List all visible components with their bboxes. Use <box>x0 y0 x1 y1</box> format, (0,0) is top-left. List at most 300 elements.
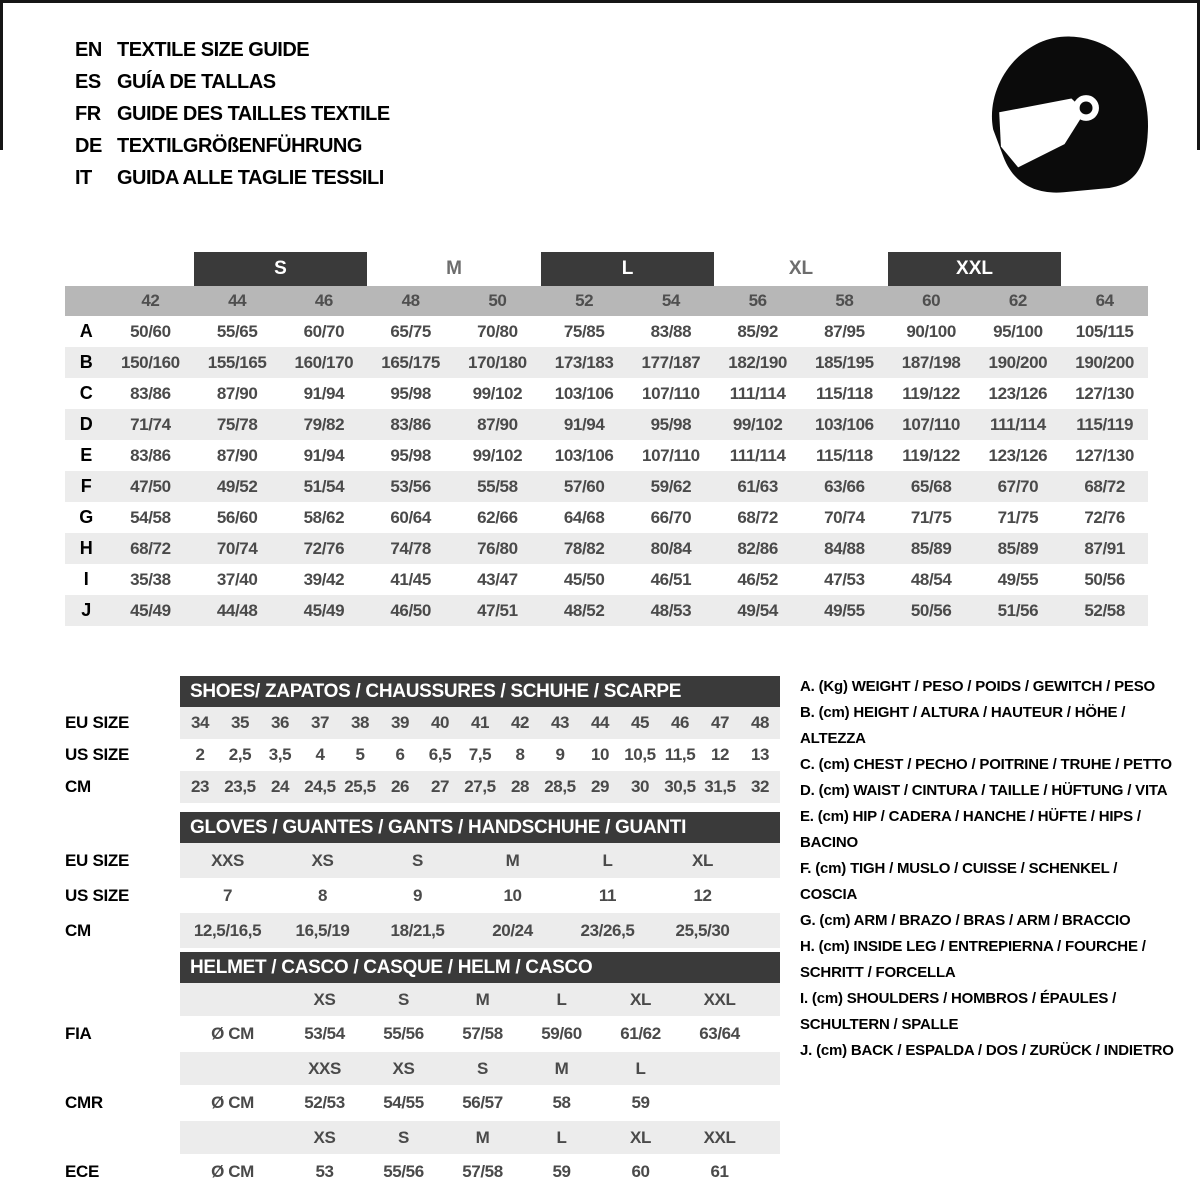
table-cell: 49/52 <box>216 476 258 496</box>
table-cell: 60 <box>631 1162 650 1181</box>
table-cell: 74/78 <box>390 538 431 558</box>
table-cell: 82/86 <box>737 538 778 558</box>
table-cell: 44 <box>590 713 610 732</box>
table-cell: 111/114 <box>729 445 786 465</box>
helmet-size-row <box>180 983 780 1016</box>
table-cell: 177/187 <box>641 352 701 372</box>
table-cell: 54/55 <box>383 1093 424 1112</box>
table-cell: 59/62 <box>650 476 692 496</box>
table-cell: 37 <box>310 713 330 732</box>
language-code: FR <box>75 102 101 125</box>
table-cell: 103/106 <box>815 414 874 434</box>
size-header: XXS <box>308 1058 341 1078</box>
table-cell: XL <box>692 850 713 870</box>
table-cell: 10 <box>503 885 522 905</box>
legend-item: I. (cm) SHOULDERS / HOMBROS / ÉPAULES / SCHULTERN / SPALLE <box>800 990 1117 1033</box>
table-cell: 50/56 <box>1084 569 1125 589</box>
table-cell: 36 <box>270 713 290 732</box>
table-cell: 49/55 <box>997 569 1039 589</box>
table-cell: 27,5 <box>464 777 496 796</box>
table-cell: 41/45 <box>390 569 431 589</box>
table-cell: 25,5 <box>344 777 376 796</box>
table-cell: 111/114 <box>989 414 1046 434</box>
table-cell: 8 <box>317 885 328 905</box>
table-cell: 41 <box>470 713 490 732</box>
table-cell: 150/160 <box>121 352 180 372</box>
table-cell: 31,5 <box>704 777 736 796</box>
table-cell: 35 <box>230 713 250 732</box>
table-cell: 6,5 <box>428 745 452 764</box>
table-cell: 103/106 <box>554 445 614 465</box>
table-row <box>65 471 1148 502</box>
table-cell: 80/84 <box>650 538 692 558</box>
column-header: 56 <box>748 291 767 310</box>
table-cell: 12 <box>693 885 712 905</box>
table-cell: 99/102 <box>472 383 523 403</box>
table-cell: 123/126 <box>988 445 1048 465</box>
size-group-xxl: XXL <box>888 252 1062 286</box>
table-cell: 47 <box>710 713 730 732</box>
table-cell: 56/57 <box>462 1093 503 1112</box>
table-cell: 160/170 <box>294 352 354 372</box>
table-cell: 59 <box>631 1093 650 1112</box>
table-cell: 119/122 <box>902 383 960 403</box>
table-row <box>65 378 1148 409</box>
table-cell: 64/68 <box>563 507 605 527</box>
table-cell: 53/54 <box>304 1024 345 1043</box>
table-cell: 46/50 <box>390 600 431 620</box>
table-cell: 84/88 <box>824 538 865 558</box>
table-cell: 52/58 <box>1084 600 1125 620</box>
row-label: CM <box>65 920 91 940</box>
table-cell: 59 <box>552 1162 571 1181</box>
table-cell: 87/95 <box>824 321 865 341</box>
table-cell: 46/52 <box>737 569 778 589</box>
table-cell: M <box>505 850 520 870</box>
row-label: H <box>79 538 93 558</box>
table-cell: L <box>602 850 613 870</box>
table-cell: 48/52 <box>563 600 605 620</box>
table-cell: 45/49 <box>130 600 171 620</box>
table-cell: 83/86 <box>130 445 171 465</box>
row-label: EU SIZE <box>65 850 130 870</box>
table-cell: 91/94 <box>563 414 605 434</box>
table-cell: 7,5 <box>468 745 492 764</box>
table-cell: 24,5 <box>304 777 336 796</box>
table-cell: 127/130 <box>1075 383 1134 403</box>
table-cell: 75/78 <box>216 414 258 434</box>
table-cell: 11 <box>598 885 617 905</box>
row-label: CM <box>65 777 91 796</box>
size-group-m: M <box>446 258 462 279</box>
table-cell: 35/38 <box>130 569 171 589</box>
gloves-section-title: GLOVES / GUANTES / GANTS / HANDSCHUHE / GUANTI <box>180 812 780 843</box>
size-header: L <box>635 1058 646 1078</box>
language-code: EN <box>75 38 102 61</box>
table-cell: 30 <box>630 777 650 796</box>
table-row <box>65 595 1148 626</box>
table-cell: 123/126 <box>988 383 1048 403</box>
table-cell: 40 <box>430 713 450 732</box>
table-cell: 51/56 <box>997 600 1039 620</box>
column-header: 44 <box>228 291 247 310</box>
table-row <box>65 707 780 739</box>
table-cell: 50/56 <box>910 600 952 620</box>
table-cell: 23/26,5 <box>580 920 635 940</box>
measurement-legend <box>800 674 1175 1064</box>
table-cell: 37/40 <box>216 569 258 589</box>
table-cell: 4 <box>315 745 325 764</box>
table-cell: 71/75 <box>997 507 1039 527</box>
legend-item: G. (cm) ARM / BRAZO / BRAS / ARM / BRACCIO <box>800 912 1131 929</box>
column-header: 48 <box>401 291 420 310</box>
row-label: US SIZE <box>65 745 130 764</box>
size-header: L <box>556 989 567 1009</box>
table-cell: 83/88 <box>650 321 692 341</box>
table-cell: 78/82 <box>563 538 605 558</box>
table-cell: 107/110 <box>902 414 960 434</box>
legend-item: B. (cm) HEIGHT / ALTURA / HAUTEUR / HÖHE / ALTEZZA <box>800 704 1126 747</box>
table-cell: 24 <box>270 777 290 796</box>
table-cell: 170/180 <box>468 352 527 372</box>
language-row <box>75 162 390 194</box>
table-cell: 115/119 <box>1076 414 1134 434</box>
table-cell: 6 <box>395 745 405 764</box>
table-cell: 107/110 <box>642 445 700 465</box>
table-cell: 2 <box>195 745 205 764</box>
table-cell: 49/54 <box>737 600 778 620</box>
table-cell: 57/58 <box>462 1024 503 1043</box>
table-cell: 30,5 <box>664 777 696 796</box>
table-cell: XS <box>311 850 334 870</box>
legend-item: D. (cm) WAIST / CINTURA / TAILLE / HÜFTUNG / VITA <box>800 782 1168 799</box>
table-cell: 66/70 <box>650 507 692 527</box>
size-header: XS <box>392 1058 415 1078</box>
row-label: EU SIZE <box>65 713 130 732</box>
table-cell: 79/82 <box>303 414 345 434</box>
table-cell: 87/90 <box>477 414 518 434</box>
table-cell: 53 <box>315 1162 334 1181</box>
table-cell: 16,5/19 <box>295 920 350 940</box>
table-cell: 46 <box>670 713 690 732</box>
table-row <box>65 533 1148 564</box>
table-row <box>65 409 1148 440</box>
table-cell: 50/60 <box>130 321 171 341</box>
size-header: XL <box>630 1127 651 1147</box>
row-label: A <box>79 321 93 341</box>
table-cell: 47/50 <box>130 476 171 496</box>
table-cell: 23,5 <box>224 777 256 796</box>
table-cell: 45 <box>630 713 650 732</box>
table-cell: 18/21,5 <box>390 920 445 940</box>
table-cell: 190/200 <box>988 352 1048 372</box>
size-header: M <box>475 1127 490 1147</box>
row-label: C <box>79 383 93 403</box>
table-cell: 127/130 <box>1075 445 1134 465</box>
table-cell: 7 <box>222 885 233 905</box>
table-cell: 95/98 <box>390 445 431 465</box>
table-cell: 57/58 <box>462 1162 503 1181</box>
language-row <box>75 98 390 130</box>
table-cell: S <box>412 850 423 870</box>
helmet-value-row <box>65 1085 780 1121</box>
table-cell: 119/122 <box>902 445 960 465</box>
table-cell: 75/85 <box>563 321 605 341</box>
size-header: M <box>475 989 490 1009</box>
table-cell: 45/49 <box>303 600 345 620</box>
table-row <box>65 913 780 948</box>
size-group-xl: XL <box>788 258 814 279</box>
table-cell: 28 <box>510 777 530 796</box>
table-cell: 13 <box>750 745 770 764</box>
table-cell: 62/66 <box>477 507 518 527</box>
table-cell: 20/24 <box>492 920 533 940</box>
table-cell: 187/198 <box>901 352 961 372</box>
table-cell: 99/102 <box>732 414 783 434</box>
table-cell: 52/53 <box>304 1093 345 1112</box>
size-header: S <box>477 1058 488 1078</box>
row-label: I <box>83 569 89 589</box>
table-cell: 85/89 <box>997 538 1039 558</box>
table-cell: 58 <box>552 1093 571 1112</box>
helmet-size-row <box>180 1121 780 1154</box>
row-label: E <box>80 445 92 465</box>
column-header: 64 <box>1095 291 1114 310</box>
size-number-band <box>65 286 1148 316</box>
table-cell: 85/89 <box>910 538 952 558</box>
column-header: 46 <box>314 291 333 310</box>
table-cell: 76/80 <box>477 538 518 558</box>
size-group-header-row <box>65 252 1148 286</box>
legend-item: F. (cm) TIGH / MUSLO / CUISSE / SCHENKEL / COSCIA <box>800 860 1118 903</box>
size-header: M <box>554 1058 569 1078</box>
table-cell: 103/106 <box>554 383 614 403</box>
row-label: J <box>81 600 91 620</box>
table-cell: 56/60 <box>216 507 258 527</box>
table-cell: 42 <box>510 713 530 732</box>
table-cell: 70/74 <box>824 507 865 527</box>
gloves-section <box>65 812 780 948</box>
table-cell: 27 <box>430 777 450 796</box>
language-row <box>75 130 390 162</box>
table-cell: 45/50 <box>563 569 605 589</box>
table-cell: 12,5/16,5 <box>193 920 262 940</box>
row-label: B <box>79 352 93 372</box>
legend-item: H. (cm) INSIDE LEG / ENTREPIERNA / FOURCHE / SCHRITT / FORCELLA <box>800 938 1146 981</box>
table-row <box>65 347 1148 378</box>
table-cell: 115/118 <box>815 383 873 403</box>
unit-cell: Ø CM <box>211 1093 254 1112</box>
size-header: XL <box>630 989 651 1009</box>
table-cell: 72/76 <box>1084 507 1125 527</box>
table-cell: 26 <box>390 777 410 796</box>
table-row <box>65 771 780 803</box>
table-cell: 55/65 <box>216 321 258 341</box>
table-cell: 165/175 <box>381 352 440 372</box>
size-header: XS <box>313 989 336 1009</box>
table-cell: 60/64 <box>390 507 431 527</box>
table-cell: 68/72 <box>1084 476 1125 496</box>
column-header: 60 <box>922 291 941 310</box>
table-cell: 63/64 <box>699 1024 740 1043</box>
table-cell: 43 <box>550 713 570 732</box>
table-cell: 58/62 <box>303 507 345 527</box>
table-cell: 87/91 <box>1084 538 1125 558</box>
table-row <box>65 316 1148 347</box>
standard-label: CMR <box>65 1093 103 1112</box>
table-cell: 9 <box>412 885 423 905</box>
table-cell: 67/70 <box>997 476 1039 496</box>
table-row <box>65 440 1148 471</box>
table-cell: 43/47 <box>477 569 518 589</box>
frame-border-top <box>0 0 1200 3</box>
table-cell: 61 <box>710 1162 729 1181</box>
table-cell: 9 <box>555 745 565 764</box>
table-cell: 55/56 <box>383 1162 424 1181</box>
table-cell: 25,5/30 <box>675 920 730 940</box>
standard-label: ECE <box>65 1162 100 1181</box>
language-code: ES <box>75 70 101 93</box>
table-row <box>65 502 1148 533</box>
racing-helmet-icon <box>978 28 1158 200</box>
table-cell: 8 <box>515 745 525 764</box>
column-header: 42 <box>141 291 160 310</box>
table-cell: 46/51 <box>650 569 692 589</box>
standard-label: FIA <box>65 1024 92 1043</box>
table-cell: 91/94 <box>303 445 345 465</box>
table-cell: 39/42 <box>303 569 345 589</box>
table-cell: 47/53 <box>824 569 865 589</box>
table-cell: 90/100 <box>906 321 956 341</box>
table-cell: 155/165 <box>207 352 267 372</box>
guide-title: TEXTILGRÖßENFÜHRUNG <box>117 134 362 157</box>
table-cell: 115/118 <box>815 445 873 465</box>
table-cell: 173/183 <box>554 352 614 372</box>
column-header: 62 <box>1008 291 1027 310</box>
table-cell: 49/55 <box>824 600 865 620</box>
size-header: S <box>398 989 409 1009</box>
table-cell: 61/63 <box>737 476 778 496</box>
table-cell: 47/51 <box>477 600 518 620</box>
table-cell: 65/68 <box>910 476 952 496</box>
table-cell: 3,5 <box>268 745 292 764</box>
shoes-section-title: SHOES/ ZAPATOS / CHAUSSURES / SCHUHE / SCARPE <box>180 676 780 707</box>
table-cell: 51/54 <box>303 476 345 496</box>
table-cell: 111/114 <box>729 383 786 403</box>
table-cell: 2,5 <box>228 745 252 764</box>
table-cell: 83/86 <box>130 383 171 403</box>
table-cell: 107/110 <box>642 383 700 403</box>
row-label: F <box>80 476 92 496</box>
language-row <box>75 34 390 66</box>
helmet-section-title: HELMET / CASCO / CASQUE / HELM / CASCO <box>180 952 780 983</box>
row-label: G <box>79 507 93 527</box>
column-header: 50 <box>488 291 507 310</box>
table-cell: 71/74 <box>130 414 171 434</box>
table-cell: 38 <box>350 713 370 732</box>
table-cell: 99/102 <box>472 445 523 465</box>
row-label: D <box>79 414 93 434</box>
table-cell: 11,5 <box>664 745 696 764</box>
table-cell: 55/56 <box>383 1024 424 1043</box>
helmet-value-row <box>65 1154 780 1190</box>
table-cell: 5 <box>355 745 365 764</box>
table-cell: 34 <box>190 713 210 732</box>
table-row <box>65 564 1148 595</box>
unit-cell: Ø CM <box>211 1162 254 1181</box>
size-header: XXL <box>703 989 736 1009</box>
table-cell: 63/66 <box>824 476 865 496</box>
language-code: IT <box>75 166 92 189</box>
language-code: DE <box>75 134 102 157</box>
size-group-l: L <box>541 252 715 286</box>
table-cell: 65/75 <box>390 321 431 341</box>
shoes-section <box>65 676 780 803</box>
size-header: S <box>398 1127 409 1147</box>
size-group-s: S <box>194 252 368 286</box>
table-cell: 95/98 <box>650 414 692 434</box>
table-cell: 185/195 <box>815 352 874 372</box>
legend-item: E. (cm) HIP / CADERA / HANCHE / HÜFTE / HIPS / BACINO <box>800 808 1141 851</box>
table-cell: 39 <box>390 713 410 732</box>
table-cell: 59/60 <box>541 1024 582 1043</box>
table-cell: 23 <box>190 777 210 796</box>
table-cell: 48/54 <box>910 569 952 589</box>
table-cell: 10 <box>590 745 610 764</box>
table-cell: 70/74 <box>216 538 258 558</box>
guide-title: TEXTILE SIZE GUIDE <box>117 38 310 61</box>
guide-title: GUÍA DE TALLAS <box>117 70 276 93</box>
table-cell: 105/115 <box>1075 321 1134 341</box>
table-cell: 10,5 <box>624 745 656 764</box>
guide-title: GUIDA ALLE TAGLIE TESSILI <box>117 166 384 189</box>
language-title-block <box>75 34 390 194</box>
table-cell: 190/200 <box>1075 352 1134 372</box>
table-cell: 72/76 <box>303 538 345 558</box>
table-row <box>65 878 780 913</box>
textile-size-table <box>65 252 1148 626</box>
table-cell: 70/80 <box>477 321 518 341</box>
table-cell: 61/62 <box>620 1024 661 1043</box>
unit-cell: Ø CM <box>211 1024 254 1043</box>
table-cell: 87/90 <box>216 445 258 465</box>
table-cell: 68/72 <box>130 538 171 558</box>
table-cell: 53/56 <box>390 476 431 496</box>
legend-item: A. (Kg) WEIGHT / PESO / POIDS / GEWITCH / PESO <box>800 678 1155 695</box>
table-cell: XXS <box>211 850 244 870</box>
table-cell: 48 <box>750 713 770 732</box>
column-header: 58 <box>835 291 854 310</box>
size-header: XS <box>313 1127 336 1147</box>
column-header: 54 <box>661 291 680 310</box>
table-cell: 95/100 <box>993 321 1043 341</box>
language-row <box>75 66 390 98</box>
size-header: XXL <box>703 1127 736 1147</box>
table-cell: 91/94 <box>303 383 345 403</box>
helmet-size-row <box>180 1052 780 1085</box>
table-cell: 55/58 <box>477 476 518 496</box>
corner-cell <box>65 286 107 316</box>
table-cell: 29 <box>590 777 610 796</box>
legend-item: J. (cm) BACK / ESPALDA / DOS / ZURÜCK / INDIETRO <box>800 1042 1174 1059</box>
table-cell: 32 <box>750 777 770 796</box>
table-cell: 87/90 <box>216 383 258 403</box>
table-row <box>65 843 780 878</box>
table-cell: 48/53 <box>650 600 692 620</box>
column-header: 52 <box>575 291 594 310</box>
table-cell: 85/92 <box>737 321 778 341</box>
table-cell: 57/60 <box>563 476 605 496</box>
